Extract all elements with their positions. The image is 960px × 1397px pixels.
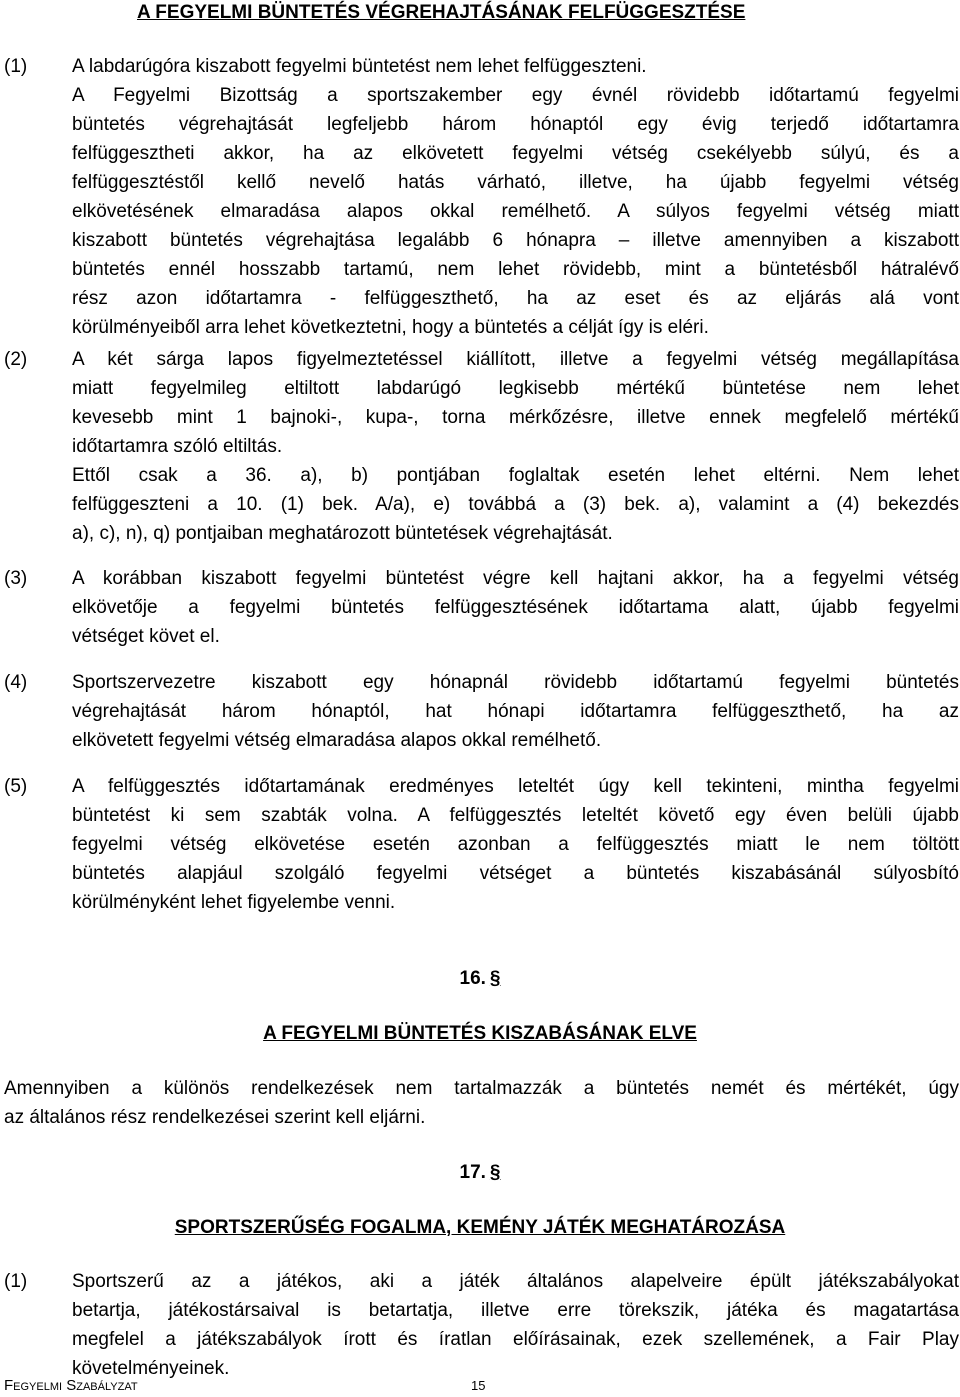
text-line: kiszabott büntetés végrehajtása legalább 6 hónapra – illetve amennyiben a kiszabott — [72, 230, 959, 251]
section-heading: A FEGYELMI BÜNTETÉS VÉGREHAJTÁSÁNAK FELFÜGGESZTÉSE — [137, 2, 746, 23]
paragraph-text — [72, 52, 959, 342]
section-heading: SPORTSZERŰSÉG FOGALMA, KEMÉNY JÁTÉK MEGHATÁROZÁSA — [174, 1217, 786, 1238]
section-mark: § — [489, 1162, 501, 1183]
text-line: felfüggesztéstől kellő nevelő hatás várható, illetve, ha újabb fegyelmi vétség — [72, 172, 959, 193]
text-line: Sportszerű az a játékos, aki a játék általános alapelveire épült játékszabályokat — [72, 1271, 959, 1292]
text-line: felfüggesztheti akkor, ha az elkövetett fegyelmi vétség csekélyebb súlyú, és a — [72, 143, 959, 164]
text-line: fegyelmi vétség elkövetése esetén azonban a felfüggesztés miatt le nem töltött — [72, 834, 959, 855]
text-line: büntetést ki sem szabták volna. A felfüggesztés leteltét követő egy éven belüli újabb — [72, 805, 959, 826]
text-line: végrehajtását három hónaptól, hat hónapi időtartamra felfüggeszthető, ha az — [72, 701, 959, 722]
text-line: körülményként lehet figyelembe venni. — [72, 892, 396, 913]
section-text — [4, 1074, 959, 1132]
section-number-value: 17. — [459, 1162, 486, 1183]
text-line: elkövetője a fegyelmi büntetés felfüggesztésének időtartama alatt, újabb fegyelmi — [72, 597, 959, 618]
text-line: elkövetésének elmaradása alapos okkal remélhető. A súlyos fegyelmi vétség miatt — [72, 201, 959, 222]
paragraph-number: (1) — [4, 1271, 28, 1292]
page-number: 15 — [471, 1378, 486, 1393]
text-line: az általános rész rendelkezései szerint kell eljárni. — [4, 1107, 426, 1128]
text-line: büntetés végrehajtását legfeljebb három hónaptól egy évig terjedő időtartamra — [72, 114, 959, 135]
text-line: rész azon időtartamra - felfüggeszthető, ha az eset és az eljárás alá vont — [72, 288, 959, 309]
text-line: Sportszervezetre kiszabott egy hónapnál rövidebb időtartamú fegyelmi büntetés — [72, 672, 959, 693]
text-line: vétséget követ el. — [72, 626, 220, 647]
section-number — [0, 1161, 960, 1185]
text-line: időtartamra szóló eltiltás. — [72, 436, 283, 457]
paragraph-text — [72, 564, 959, 651]
text-line: A felfüggesztés időtartamának eredményes leteltét úgy kell tekinteni, mintha fegyelmi — [72, 776, 959, 797]
paragraph-text — [72, 345, 959, 548]
text-line: betartja, játékostársaival is betartatja, illetve erre törekszik, játéka és magatartása — [72, 1300, 959, 1321]
paragraph-number: (2) — [4, 349, 28, 370]
paragraph-text — [72, 668, 959, 755]
section-number — [0, 967, 960, 991]
paragraph-text — [72, 772, 959, 917]
text-line: A két sárga lapos figyelmeztetéssel kiállított, illetve a fegyelmi vétség megállapítása — [72, 349, 959, 370]
text-line: kevesebb mint 1 bajnoki-, kupa-, torna mérkőzésre, illetve ennek megfelelő mértékű — [72, 407, 959, 428]
section-heading: A FEGYELMI BÜNTETÉS KISZABÁSÁNAK ELVE — [263, 1023, 697, 1044]
paragraph-text — [72, 1267, 959, 1383]
section-number-value: 16. — [459, 968, 486, 989]
text-line: követelményeinek. — [72, 1358, 230, 1379]
section-mark: § — [489, 968, 501, 989]
text-line: megfelel a játékszabályok írott és íratlan előírásainak, ezek szellemének, a Fair Play — [72, 1329, 959, 1350]
text-line: elkövetett fegyelmi vétség elmaradása alapos okkal remélhető. — [72, 730, 602, 751]
paragraph-number: (1) — [4, 56, 28, 77]
text-line: körülményeiből arra lehet következtetni, hogy a büntetés a célját így is eléri. — [72, 317, 709, 338]
paragraph-number: (3) — [4, 568, 28, 589]
text-line: felfüggeszteni a 10. (1) bek. A/a), e) továbbá a (3) bek. a), valamint a (4) bekezdés — [72, 494, 959, 515]
text-line: büntetés alapjául szolgáló fegyelmi vétséget a büntetés kiszabásánál súlyosbító — [72, 863, 959, 884]
text-line: miatt fegyelmileg eltiltott labdarúgó legkisebb mértékű büntetése nem lehet — [72, 378, 959, 399]
footer-label: Fegyelmi Szabályzat — [4, 1377, 138, 1394]
text-line: büntetés ennél hosszabb tartamú, nem lehet rövidebb, mint a büntetésből hátralévő — [72, 259, 959, 280]
text-line: A labdarúgóra kiszabott fegyelmi büntetést nem lehet felfüggeszteni. — [72, 56, 647, 77]
text-line: A korábban kiszabott fegyelmi büntetést végre kell hajtani akkor, ha a fegyelmi vétség — [72, 568, 959, 589]
text-line: Ettől csak a 36. a), b) pontjában foglaltak esetén lehet eltérni. Nem lehet — [72, 465, 959, 486]
text-line: Amennyiben a különös rendelkezések nem tartalmazzák a büntetés nemét és mértékét, úgy — [4, 1078, 959, 1099]
text-line: A Fegyelmi Bizottság a sportszakember egy évnél rövidebb időtartamú fegyelmi — [72, 85, 959, 106]
paragraph-number: (5) — [4, 776, 28, 797]
text-line: a), c), n), q) pontjaiban meghatározott büntetések végrehajtását. — [72, 523, 613, 544]
paragraph-number: (4) — [4, 672, 28, 693]
